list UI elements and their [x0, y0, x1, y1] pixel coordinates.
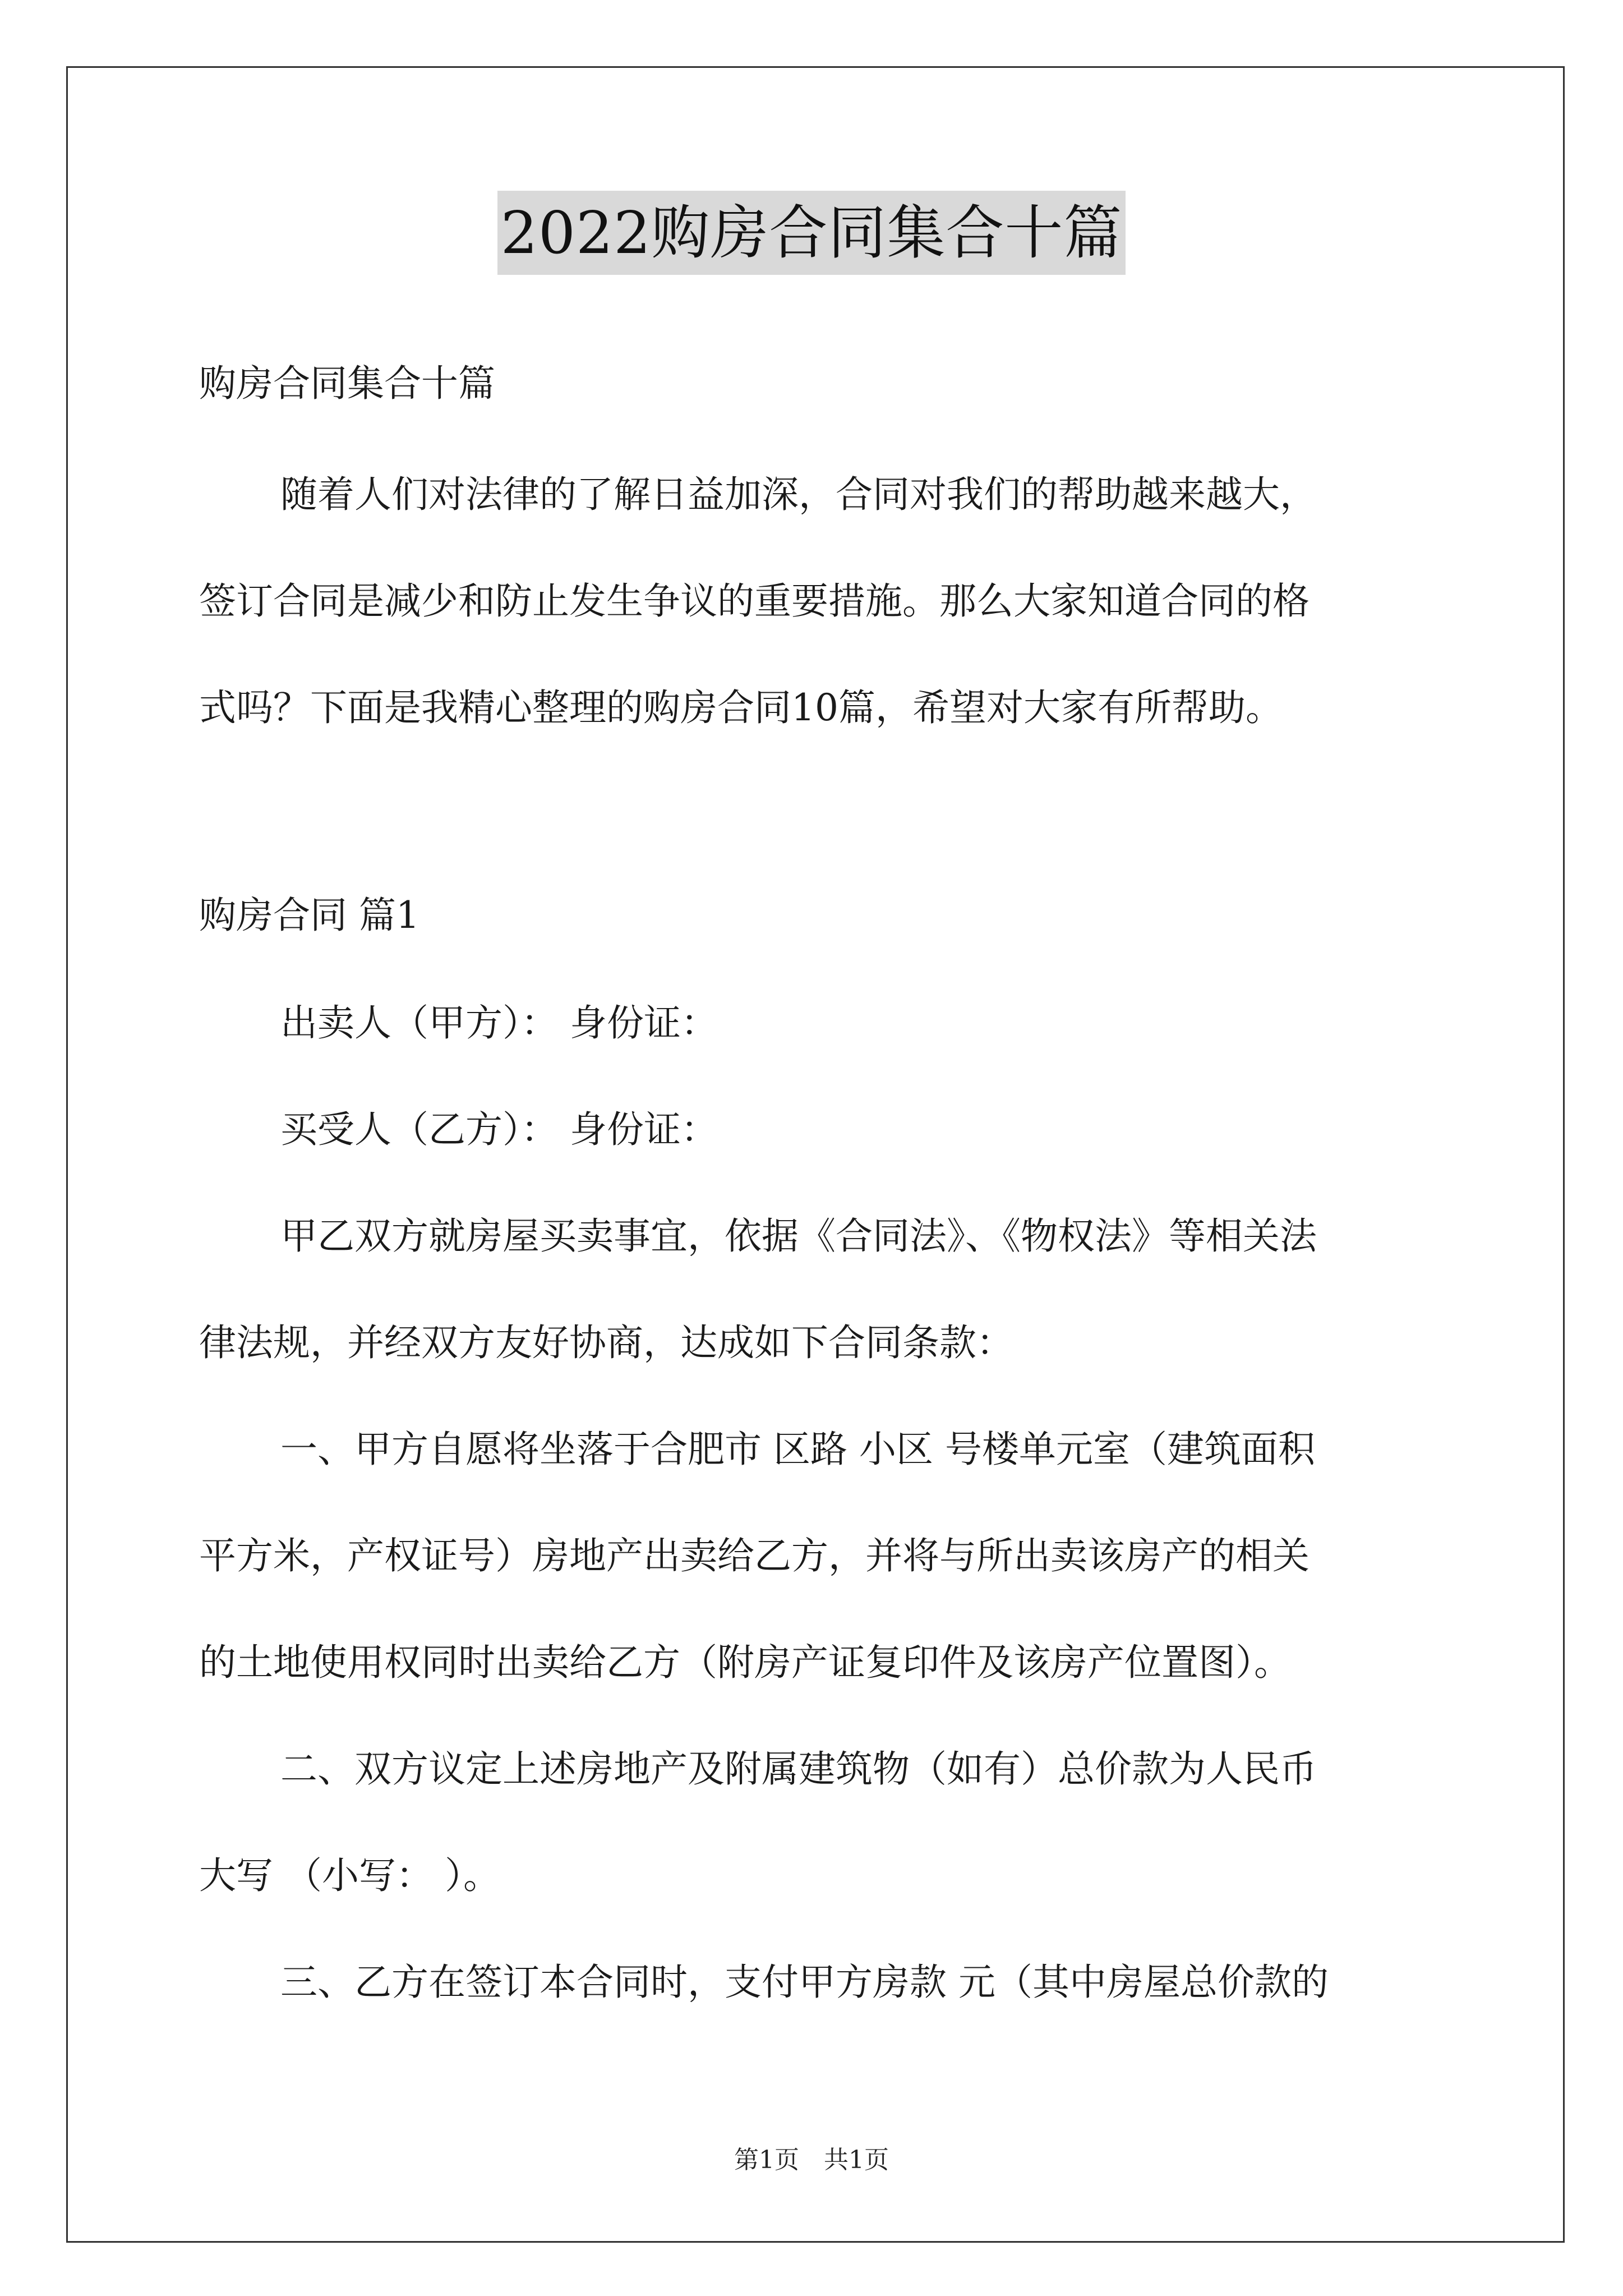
clause-1-line: 的土地使用权同时出卖给乙方（附房产证复印件及该房产位置图）。 — [199, 1641, 1291, 1684]
title-wrap — [0, 191, 1623, 275]
clause-1-line: 平方米，产权证号）房地产出卖给乙方，并将与所出卖该房产的相关 — [199, 1534, 1310, 1577]
page-number: 第1页 共1页 — [734, 2146, 889, 2174]
clause-intro-line: 甲乙双方就房屋买卖事宜，依据《合同法》、《物权法》等相关法 — [280, 1214, 1317, 1258]
clause-2-line: 大写 （小写： ）。 — [199, 1854, 500, 1897]
clause-3-line: 三、乙方在签订本合同时，支付甲方房款 元（其中房屋总价款的 — [280, 1961, 1329, 2004]
clause-2-line: 二、双方议定上述房地产及附属建筑物（如有）总价款为人民币 — [280, 1747, 1317, 1791]
section-heading: 购房合同 篇1 — [199, 894, 419, 937]
document-subtitle: 购房合同集合十篇 — [199, 362, 495, 405]
clause-1-line: 一、甲方自愿将坐落于合肥市 区路 小区 号楼单元室（建筑面积 — [280, 1428, 1315, 1471]
buyer-line: 买受人（乙方）： 身份证： — [280, 1108, 718, 1151]
document-title: 2022购房合同集合十篇 — [497, 191, 1126, 275]
intro-line: 式吗？下面是我精心整理的购房合同10篇，希望对大家有所帮助。 — [199, 686, 1283, 729]
intro-line: 签订合同是减少和防止发生争议的重要措施。那么大家知道合同的格 — [199, 579, 1310, 623]
seller-line: 出卖人（甲方）： 身份证： — [280, 1001, 718, 1045]
clause-intro-line: 律法规，并经双方友好协商，达成如下合同条款： — [199, 1321, 1013, 1364]
intro-line: 随着人们对法律的了解日益加深，合同对我们的帮助越来越大， — [280, 473, 1317, 516]
